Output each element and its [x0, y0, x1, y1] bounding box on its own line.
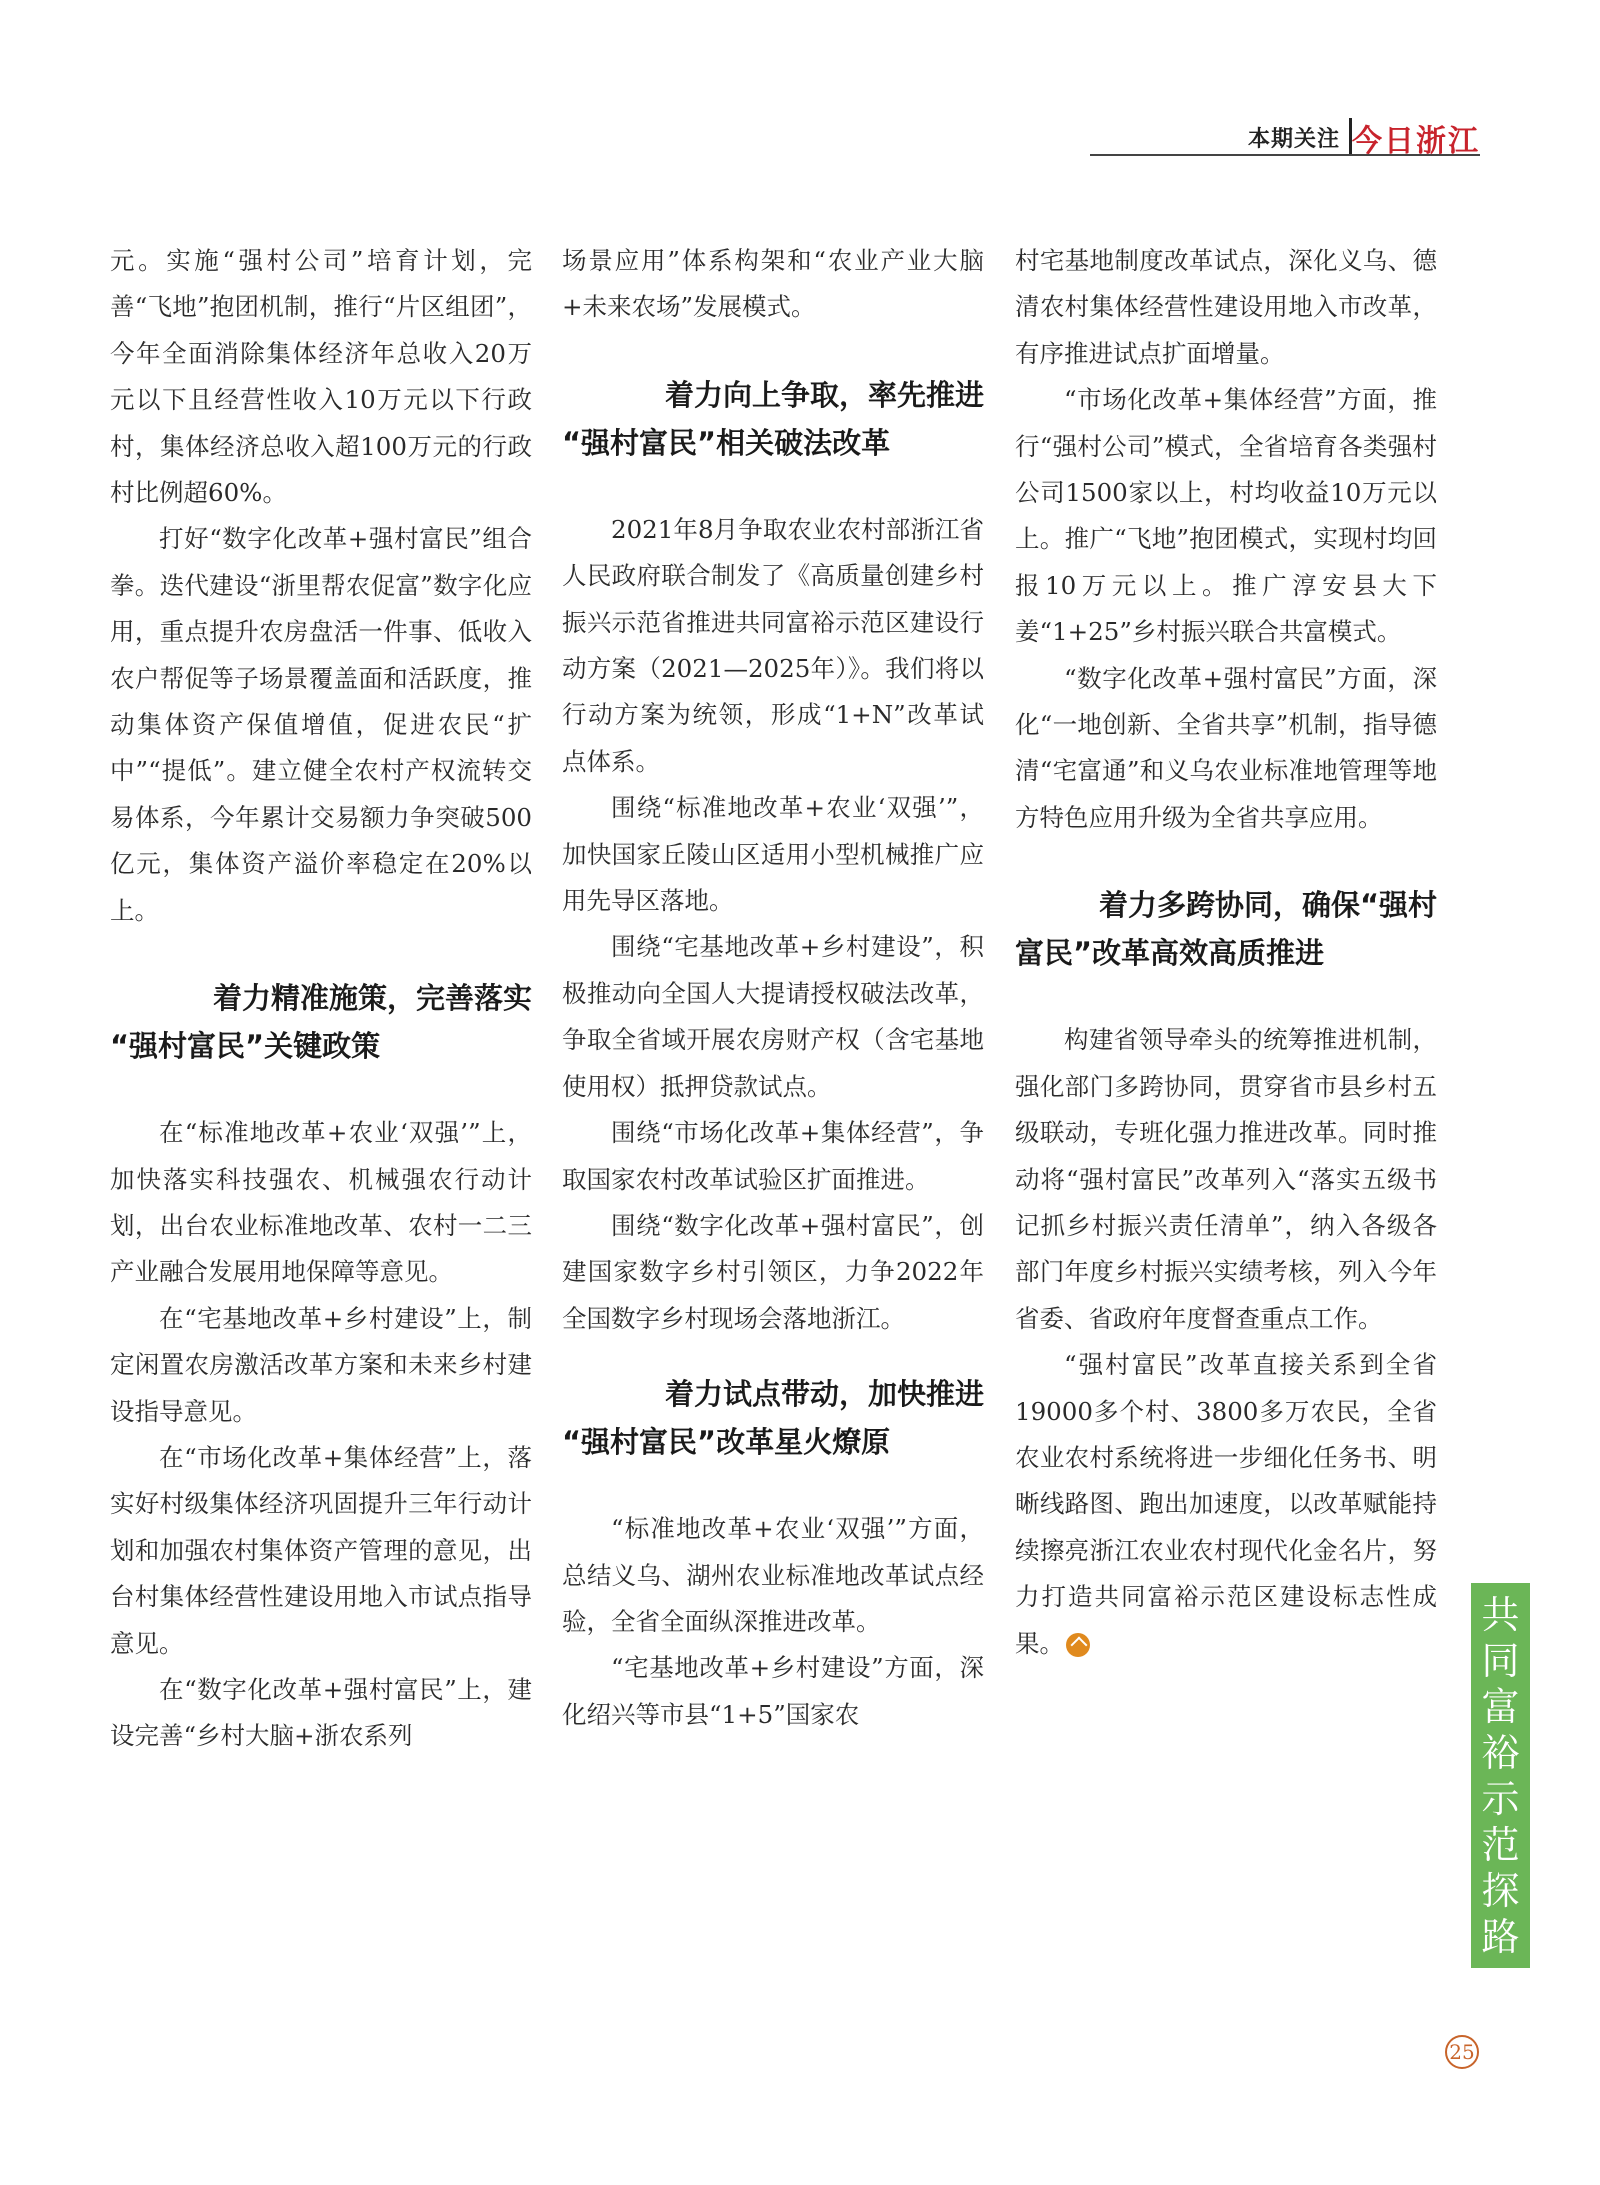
- sidebar-char: 探: [1481, 1868, 1520, 1913]
- body-paragraph: [110, 516, 532, 934]
- section-label: 本期关注: [1247, 127, 1340, 152]
- paragraph-text: 围绕“标准地改革+农业‘双强’”，加快国家丘陵山区适用小型机械推广应用先导区落地。: [562, 793, 984, 916]
- sidebar-char: 裕: [1481, 1730, 1520, 1775]
- paragraph-text: 在“宅基地改革+乡村建设”上，制定闲置农房激活改革方案和未来乡村建设指导意见。: [110, 1303, 532, 1426]
- spacer: [562, 1466, 984, 1506]
- body-paragraph: [562, 1506, 984, 1645]
- body-paragraph: [1015, 377, 1437, 655]
- body-paragraph: [1015, 656, 1437, 842]
- heading-line: 着力试点带动，加快推进: [664, 1377, 984, 1412]
- paragraph-text: 2021年8月争取农业农村部浙江省人民政府联合制发了《高质量创建乡村振兴示范省推进共同富裕示范区建设行动方案（2021—2025年）》。我们将以行动方案为统领，形成“1+N”改革试点体系。: [562, 514, 984, 776]
- body-paragraph: [562, 507, 984, 785]
- heading-line: “强村富民”改革星火燎原: [562, 1425, 891, 1460]
- paragraph-text: “宅基地改革+乡村建设”方面，深化绍兴等市县“1+5”国家农: [562, 1653, 984, 1729]
- column-1: [110, 238, 532, 1760]
- paragraph-text: 在“市场化改革+集体经营”上，落实好村级集体经济巩固提升三年行动计划和加强农村集体资产管理的意见，出台村集体经营性建设用地入市试点指导意见。: [110, 1442, 532, 1658]
- paragraph-text: 元。实施“强村公司”培育计划，完善“飞地”抱团机制，推行“片区组团”，今年全面消除集体经济年总收入20万元以下且经营性收入10万元以下行政村，集体经济总收入超100万元的行政村比例超60%。: [110, 246, 532, 508]
- sidebar-char: 富: [1481, 1684, 1520, 1729]
- body-paragraph: [110, 1435, 532, 1667]
- column-3: [1015, 238, 1437, 1667]
- paragraph-text: 围绕“数字化改革+强村富民”，创建国家数字乡村引领区，力争2022年全国数字乡村现场会落地浙江。: [562, 1210, 984, 1333]
- section-heading: [562, 1370, 984, 1466]
- end-mark-icon: [1066, 1633, 1090, 1657]
- heading-line: 着力多跨协同，确保“强村: [1098, 888, 1437, 923]
- spacer: [562, 1342, 984, 1370]
- paragraph-text: 围绕“宅基地改革+乡村建设”，积极推动向全国人大提请授权破法改革，争取全省域开展农房财产权（含宅基地使用权）抵押贷款试点。: [562, 932, 984, 1101]
- section-heading: [562, 371, 984, 467]
- paragraph-text: 围绕“市场化改革+集体经营”，争取国家农村改革试验区扩面推进。: [562, 1118, 984, 1194]
- paragraph-text: 村宅基地制度改革试点，深化义乌、德清农村集体经营性建设用地入市改革，有序推进试点扩面增量。: [1015, 246, 1437, 368]
- paragraph-text: “数字化改革+强村富民”方面，深化“一地创新、全省共享”机制，指导德清“宅富通”和义乌农业标准地管理等地方特色应用升级为全省共享应用。: [1015, 663, 1437, 832]
- spacer: [562, 467, 984, 507]
- sidebar-char: 范: [1481, 1822, 1520, 1867]
- spacer: [110, 934, 532, 974]
- body-paragraph: [1015, 1017, 1437, 1342]
- heading-line: 着力向上争取，率先推进: [664, 377, 984, 412]
- paragraph-text: 构建省领导牵头的统筹推进机制，强化部门多跨协同，贯穿省市县乡村五级联动，专班化强力推进改革。同时推动将“强村富民”改革列入“落实五级书记抓乡村振兴责任清单”，纳入各级各部门年度乡村振兴实绩考核，列入今年省委、省政府年度督查重点工作。: [1015, 1025, 1437, 1333]
- body-paragraph: [110, 1110, 532, 1296]
- body-paragraph: [110, 1296, 532, 1435]
- body-paragraph: [562, 924, 984, 1110]
- body-paragraph: [562, 1645, 984, 1738]
- sidebar-char: 示: [1481, 1776, 1520, 1821]
- heading-line: 着力精准施策，完善落实: [212, 981, 532, 1016]
- body-paragraph: [562, 238, 984, 331]
- body-paragraph: [1015, 1342, 1437, 1667]
- magazine-logo: 今日浙江: [1352, 124, 1480, 159]
- paragraph-text: 在“数字化改革+强村富民”上，建设完善“乡村大脑+浙农系列: [110, 1674, 532, 1751]
- sidebar-series-tab: [1471, 1583, 1530, 1968]
- sidebar-char: 路: [1481, 1914, 1520, 1959]
- section-heading: [1015, 881, 1437, 977]
- heading-line: “强村富民”相关破法改革: [562, 425, 891, 460]
- heading-line: “强村富民”关键政策: [110, 1029, 381, 1064]
- body-paragraph: [1015, 238, 1437, 377]
- body-paragraph: [562, 785, 984, 924]
- running-header: [1090, 112, 1480, 160]
- spacer: [1015, 977, 1437, 1017]
- page-number: 25: [1445, 2035, 1479, 2069]
- paragraph-text: 场景应用”体系构架和“农业产业大脑+未来农场”发展模式。: [562, 246, 984, 322]
- spacer: [1015, 841, 1437, 881]
- section-heading: [110, 974, 532, 1070]
- body-paragraph: [562, 1110, 984, 1203]
- column-2: [562, 238, 984, 1738]
- paragraph-text: “市场化改革+集体经营”方面，推行“强村公司”模式，全省培育各类强村公司1500家以上，村均收益10万元以上。推广“飞地”抱团模式，实现村均回报10万元以上。推广淳安县大下姜“1+25”乡村振兴联合共富模式。: [1015, 385, 1437, 647]
- sidebar-char: 共: [1481, 1592, 1520, 1637]
- heading-line: 富民”改革高效高质推进: [1015, 936, 1325, 971]
- spacer: [110, 1070, 532, 1110]
- body-paragraph: [110, 238, 532, 516]
- body-paragraph: [110, 1667, 532, 1760]
- paragraph-text: 打好“数字化改革+强村富民”组合拳。迭代建设“浙里帮农促富”数字化应用，重点提升农房盘活一件事、低收入农户帮促等子场景覆盖面和活跃度，推动集体资产保值增值，促进农民“扩中”“提低”。建立健全农村产权流转交易体系，今年累计交易额力争突破500亿元，集体资产溢价率稳定在20%以上。: [110, 524, 532, 925]
- paragraph-text: 在“标准地改革+农业‘双强’”上，加快落实科技强农、机械强农行动计划，出台农业标准地改革、农村一二三产业融合发展用地保障等意见。: [110, 1118, 532, 1287]
- paragraph-text: “强村富民”改革直接关系到全省19000多个村、3800多万农民，全省农业农村系统将进一步细化任务书、明晰线路图、跑出加速度，以改革赋能持续擦亮浙江农业农村现代化金名片，努力打造共同富裕示范区建设标志性成果。: [1015, 1350, 1437, 1658]
- sidebar-char: 同: [1481, 1638, 1520, 1683]
- paragraph-text: “标准地改革+农业‘双强’”方面，总结义乌、湖州农业标准地改革试点经验，全省全面纵深推进改革。: [562, 1514, 984, 1636]
- body-paragraph: [562, 1203, 984, 1342]
- spacer: [562, 331, 984, 371]
